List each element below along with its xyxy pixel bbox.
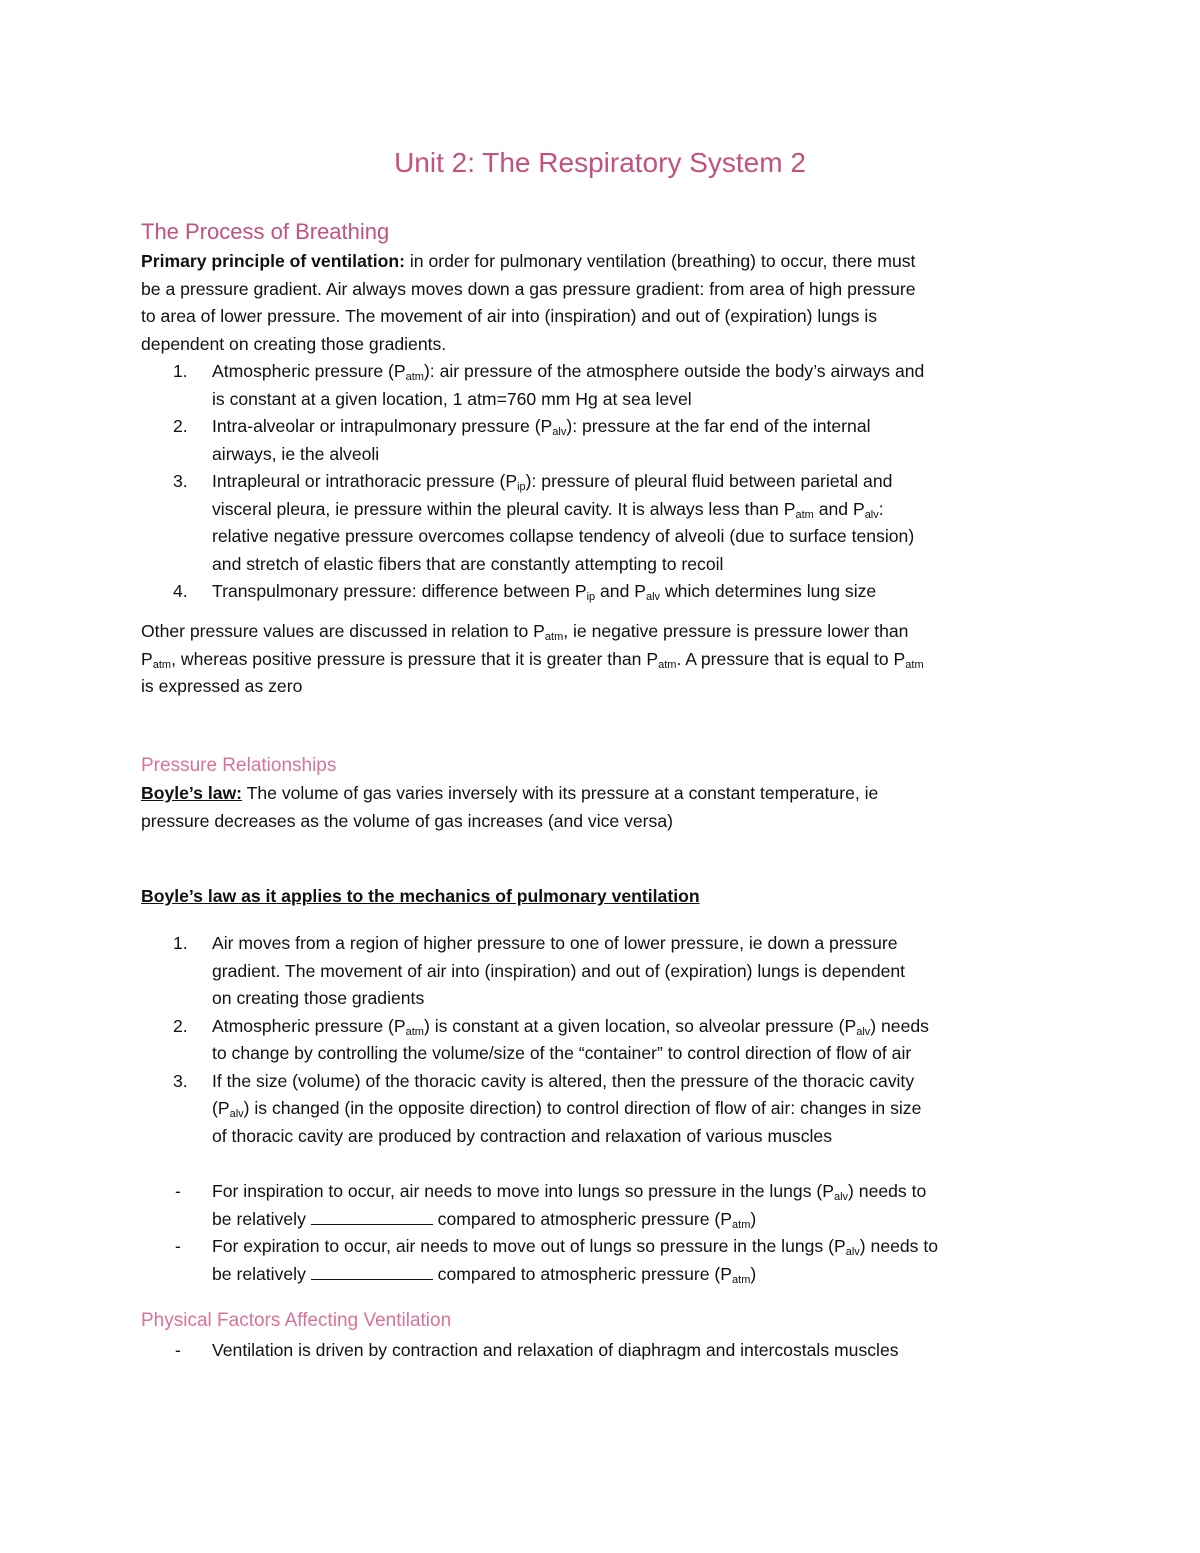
list-item: - For expiration to occur, air needs to move out of lungs so pressure in the lungs $(P_{alv})$ needs to be relatively compared to atmospheric pressure $(P_{atm})$	[175, 1236, 939, 1286]
list-item: 3. If the size (volume) of the thoracic cavity is altered, then the pressure of the thoracic cavity $(P_{alv})$ is changed (in the opposite direction) to control direction of flow of air: changes in size of thoracic cavity are produced by contraction and relaxation of various muscles	[173, 1070, 922, 1146]
physical-factors-list	[141, 1337, 1071, 1365]
pressure-types-list	[141, 358, 1071, 606]
pressure-bullets-list	[141, 1178, 1071, 1288]
fill-in-blank	[311, 1262, 433, 1280]
section-heading-physical-factors: Physical Factors Affecting Ventilation	[141, 1310, 452, 1331]
list-item: 2. Atmospheric pressure $(P_{atm})$ is constant at a given location, so alveolar pressure $(P_{alv})$ needs to change by controlling the volume/size of the “container” to control direction of flow of air	[173, 1015, 929, 1063]
boyles-law-subheading: Boyle’s law as it applies to the mechanics of pulmonary ventilation	[141, 886, 700, 906]
list-item: - Ventilation is driven by contraction and relaxation of diaphragm and intercostals muscles	[175, 1340, 899, 1360]
list-item: 1. Air moves from a region of higher pressure to one of lower pressure, ie down a pressure gradient. The movement of air into (inspiration) and out of (expiration) lungs is dependent on creating those gradients	[173, 933, 906, 1008]
principle-label: Primary principle of ventilation:	[141, 251, 405, 271]
fill-in-blank	[311, 1207, 433, 1225]
list-item: 2. Intra-alveolar or intrapulmonary pressure $(P_{alv})$: pressure at the far end of the internal airways, ie the alveoli	[173, 416, 871, 464]
boyles-law-label: Boyle’s law:	[141, 783, 243, 803]
relative-pressure-paragraph: Other pressure values are discussed in relation to $P_{atm}$, ie negative pressure is pressure lower than $P_{atm}$, whereas positive pressure is pressure that it is greater than $P_{atm}$. A pressure that is equal to $P_{atm}$ is expressed as zero	[141, 621, 924, 696]
list-item: 4. Transpulmonary pressure: difference between $P_{ip}$ and $P_{alv}$ which determines lung size	[173, 581, 877, 603]
boyles-law-list	[141, 930, 1071, 1150]
section-heading-breathing: The Process of Breathing	[141, 219, 390, 244]
list-item: 1. Atmospheric pressure $(P_{atm})$: air pressure of the atmosphere outside the body’s airways and is constant at a given location, 1 atm=760 mm Hg at sea level	[173, 361, 925, 409]
list-item: - For inspiration to occur, air needs to move into lungs so pressure in the lungs $(P_{alv})$ needs to be relatively compared to atmospheric pressure $(P_{atm})$	[175, 1181, 927, 1231]
page-title: Unit 2: The Respiratory System 2	[394, 147, 806, 178]
list-item: 3. Intrapleural or intrathoracic pressure $(P_{ip})$: pressure of pleural fluid between parietal and visceral pleura, ie pressure within the pleural cavity. It is always less than $P_{atm}$ and $P_{alv}$: relative negative pressure overcomes collapse tendency of alveoli (due to surface tension) and stretch of elastic fibers that are constantly attempting to recoil	[173, 471, 915, 574]
section-heading-pressure-relationships: Pressure Relationships	[141, 755, 337, 776]
ventilation-principle-paragraph: Primary principle of ventilation: in order for pulmonary ventilation (breathing) to occur, there must be a pressure gradient. Air always moves down a gas pressure gradient: from area of high pressure to area of lower pressure. The movement of air into (inspiration) and out of (expiration) lungs is dependent on creating those gradients.	[141, 251, 916, 354]
boyles-law-paragraph: Boyle’s law: The volume of gas varies inversely with its pressure at a constant temperature, ie pressure decreases as the volume of gas increases (and vice versa)	[141, 783, 879, 831]
